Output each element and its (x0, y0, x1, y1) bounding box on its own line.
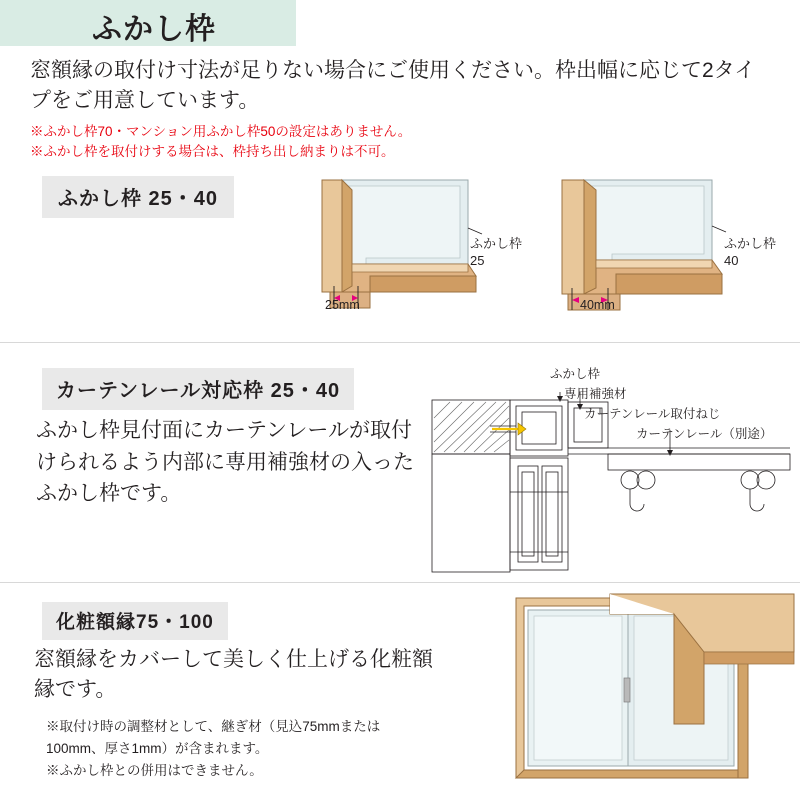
section3-note-line1: ※取付け時の調整材として、継ぎ材（見込75mmまたは (46, 719, 381, 734)
section3-note-line3: ※ふかし枠との併用はできません。 (46, 762, 263, 778)
illustration-keshou-gakubuchi (498, 592, 798, 792)
header-right-blank (296, 0, 800, 46)
section2-label-curtain-rail: カーテンレール（別途） (636, 427, 773, 441)
section3-title: 化粧額縁75・100 (42, 602, 228, 640)
divider-2 (0, 582, 800, 583)
section1-title: ふかし枠 25・40 (42, 176, 234, 218)
caption-fukashi-40-line1: ふかし枠 (724, 236, 777, 251)
caption-fukashi-40 (724, 236, 776, 270)
illustration-fukashi-25 (300, 168, 490, 318)
header-accent-bar (0, 0, 66, 46)
caption-fukashi-25-line2: 25 (470, 252, 485, 268)
dimension-40mm: 40mm (580, 298, 615, 312)
section2-label-fukashiwaku: ふかし枠 (550, 367, 601, 381)
section3-body: 窓額縁をカバーして美しく仕上げる化粧額縁です。 (34, 648, 433, 702)
section3-note-line2: 100mm、厚さ1mm）が含まれます。 (46, 740, 269, 756)
caption-fukashi-25 (470, 236, 522, 270)
illustration-fukashi-40 (540, 168, 735, 318)
illustration-curtain-rail-section (430, 392, 800, 582)
page-header (0, 0, 800, 46)
dimension-25mm: 25mm (325, 298, 360, 312)
caption-fukashi-25-line1: ふかし枠 (470, 236, 523, 251)
intro-note-1: ※ふかし枠70・マンション用ふかし枠50の設定はありません。 (30, 124, 412, 139)
intro-text: 窓額縁の取付け寸法が足りない場合にご使用ください。枠出幅に応じて2タイプをご用意しています。 (30, 59, 756, 112)
intro-note-2: ※ふかし枠を取付けする場合は、枠持ち出し納まりは不可。 (30, 144, 395, 159)
divider-1 (0, 342, 800, 343)
section2-label-curtain-screw: カーテンレール取付ねじ (584, 407, 721, 421)
section3-note (46, 716, 466, 782)
section2-label-reinforcement: 専用補強材 (564, 387, 627, 401)
page-title: ふかし枠 (92, 13, 216, 46)
caption-fukashi-40-line2: 40 (724, 252, 739, 268)
section2-body: ふかし枠見付面にカーテンレールが取付けられるよう内部に専用補強材の入ったふかし枠です。 (36, 419, 414, 505)
section2-title: カーテンレール対応枠 25・40 (42, 368, 354, 410)
